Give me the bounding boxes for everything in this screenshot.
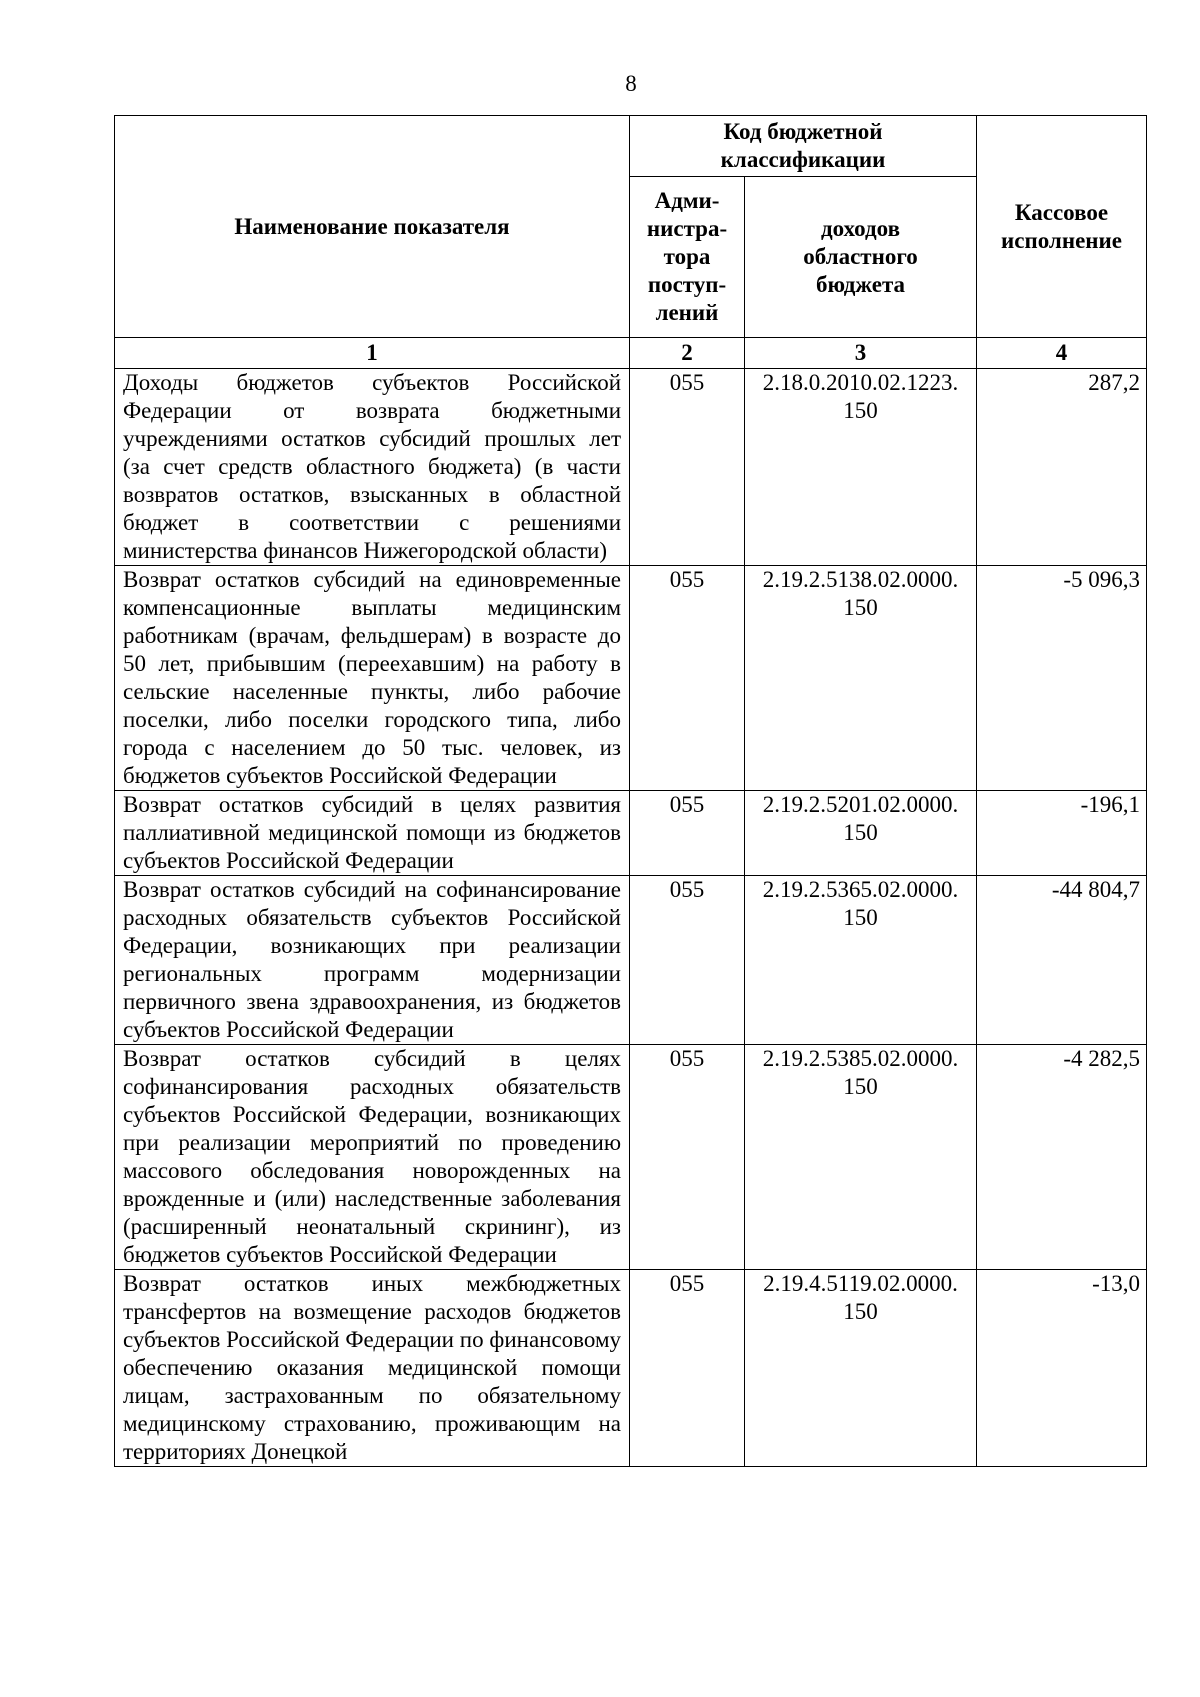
indicator-name: Доходы бюджетов субъектов Российской Федерации от возврата бюджетными учреждениями остатков субсидий прошлых лет (за счет средств областного бюджета) (в части возвратов остатков, взысканных в областной бюджет в соответствии с решениями министерства финансов Нижегородской области): [115, 369, 630, 566]
income-code-line: 2.19.2.5201.02.0000.: [762, 792, 959, 817]
income-code-line: 150: [843, 595, 878, 620]
income-code: [745, 566, 977, 791]
header-income-line: бюджета: [815, 272, 906, 297]
column-number: 4: [977, 338, 1147, 369]
column-number: 1: [115, 338, 630, 369]
cash-amount: -13,0: [977, 1270, 1147, 1467]
column-number: 2: [630, 338, 745, 369]
income-code: [745, 1270, 977, 1467]
income-code-line: 150: [843, 1074, 878, 1099]
table-row: [115, 791, 1147, 876]
header-budget-code-group: [630, 116, 977, 177]
income-code-line: 150: [843, 398, 878, 423]
table-row: [115, 1045, 1147, 1270]
indicator-name: Возврат остатков субсидий в целях софинансирования расходных обязательств субъектов Российской Федерации, возникающих при реализации мероприятий по проведению массового обследования новорожденных на врожденные и (или) наследственные заболевания (расширенный неонатальный скрининг), из бюджетов субъектов Российской Федерации: [115, 1045, 630, 1270]
income-code-line: 2.18.0.2010.02.1223.: [762, 370, 959, 395]
table-row: [115, 566, 1147, 791]
income-code-line: 2.19.2.5365.02.0000.: [762, 877, 959, 902]
column-number: 3: [745, 338, 977, 369]
income-code: [745, 876, 977, 1045]
income-code-line: 150: [843, 820, 878, 845]
header-admin-line: поступ-: [647, 272, 727, 297]
header-income: [745, 177, 977, 338]
header-name: Наименование показателя: [115, 116, 630, 338]
header-admin-line: нистра-: [646, 216, 728, 241]
indicator-name: Возврат остатков иных межбюджетных трансфертов на возмещение расходов бюджетов субъектов Российской Федерации по финансовому обеспечению оказания медицинской помощи лицам, застрахованным по обязательному медицинскому страхованию, проживающим на территориях Донецкой: [115, 1270, 630, 1467]
indicator-name: Возврат остатков субсидий на софинансирование расходных обязательств субъектов Российской Федерации, возникающих при реализации региональных программ модернизации первичного звена здравоохранения, из бюджетов субъектов Российской Федерации: [115, 876, 630, 1045]
indicator-name: Возврат остатков субсидий в целях развития паллиативной медицинской помощи из бюджетов субъектов Российской Федерации: [115, 791, 630, 876]
admin-code: 055: [630, 566, 745, 791]
cash-amount: -5 096,3: [977, 566, 1147, 791]
table-row: [115, 369, 1147, 566]
income-code-line: 150: [843, 1299, 878, 1324]
admin-code: 055: [630, 369, 745, 566]
header-income-line: областного: [803, 244, 918, 269]
header-admin-line: тора: [663, 244, 711, 269]
header-admin-line: лений: [655, 300, 719, 325]
income-code: [745, 791, 977, 876]
header-admin-line: Адми-: [654, 188, 720, 213]
cash-amount: -4 282,5: [977, 1045, 1147, 1270]
admin-code: 055: [630, 876, 745, 1045]
income-code-line: 2.19.4.5119.02.0000.: [763, 1271, 958, 1296]
budget-table: [114, 115, 1147, 1467]
admin-code: 055: [630, 791, 745, 876]
column-number-row: [115, 338, 1147, 369]
income-code: [745, 369, 977, 566]
header-cash-line: Кассовое: [1014, 199, 1109, 225]
table-row: [115, 876, 1147, 1045]
admin-code: 055: [630, 1270, 745, 1467]
header-cash-execution: [977, 116, 1147, 338]
header-admin: [630, 177, 745, 338]
page-number: 8: [625, 71, 637, 96]
income-code-line: 2.19.2.5385.02.0000.: [762, 1046, 959, 1071]
income-code: [745, 1045, 977, 1270]
header-group-line: Код бюджетной: [723, 119, 883, 144]
table-row: [115, 1270, 1147, 1467]
header-income-line: доходов: [820, 216, 900, 241]
cash-amount: -44 804,7: [977, 876, 1147, 1045]
cash-amount: 287,2: [977, 369, 1147, 566]
header-group-line: классификации: [720, 147, 886, 172]
admin-code: 055: [630, 1045, 745, 1270]
income-code-line: 2.19.2.5138.02.0000.: [762, 567, 959, 592]
indicator-name: Возврат остатков субсидий на единовременные компенсационные выплаты медицинским работникам (врачам, фельдшерам) в возрасте до 50 лет, прибывшим (переехавшим) на работу в сельские населенные пункты, либо рабочие поселки, либо поселки городского типа, либо города с населением до 50 тыс. человек, из бюджетов субъектов Российской Федерации: [115, 566, 630, 791]
income-code-line: 150: [843, 905, 878, 930]
header-cash-line: исполнение: [1001, 227, 1122, 253]
cash-amount: -196,1: [977, 791, 1147, 876]
